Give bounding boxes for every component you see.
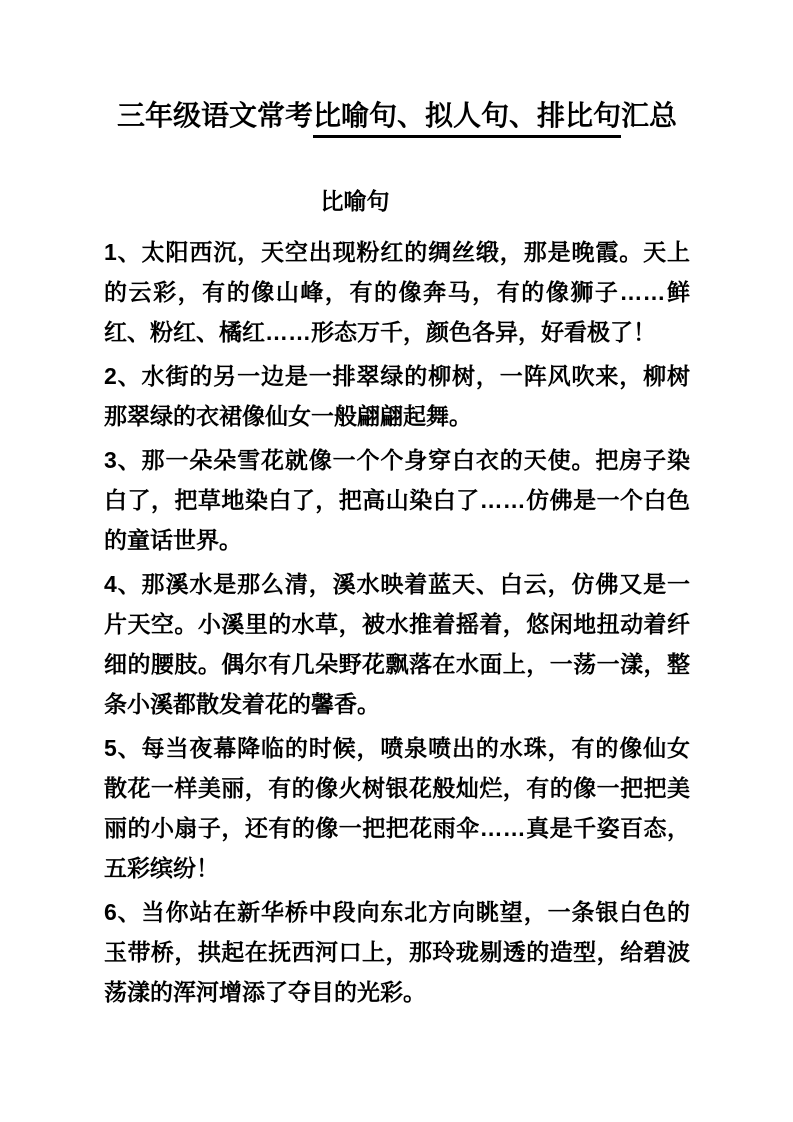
section-heading: 比喻句	[320, 188, 390, 214]
document-title-suffix: 汇总	[621, 100, 678, 131]
paragraph-2: 2、水街的另一边是一排翠绿的柳树，一阵风吹来，柳树那翠绿的衣裙像仙女一般翩翩起舞。	[104, 363, 690, 429]
paragraph-5: 5、每当夜幕降临的时候，喷泉喷出的水珠，有的像仙女散花一样美丽，有的像火树银花般灿烂，有的像一把把美丽的小扇子，还有的像一把把花雨伞……真是千姿百态，五彩缤纷！	[104, 735, 690, 881]
document-title-prefix: 三年级语文常考	[116, 100, 313, 131]
paragraph-6: 6、当你站在新华桥中段向东北方向眺望，一条银白色的玉带桥，拱起在抚西河口上，那玲珑剔透的造型，给碧波荡漾的浑河增添了夺目的光彩。	[104, 899, 690, 1005]
document-title	[104, 96, 690, 136]
document-title-underlined: 比喻句、拟人句、排比句	[313, 100, 621, 138]
paragraph-1: 1、太阳西沉，天空出现粉红的绸丝缎，那是晚霞。天上的云彩，有的像山峰，有的像奔马，有的像狮子……鲜红、粉红、橘红……形态万千，颜色各异，好看极了！	[104, 239, 690, 345]
paragraph-4: 4、那溪水是那么清，溪水映着蓝天、白云，仿佛又是一片天空。小溪里的水草，被水推着摇着，悠闲地扭动着纤细的腰肢。偶尔有几朵野花飘落在水面上，一荡一漾，整条小溪都散发着花的馨香。	[104, 571, 690, 717]
paragraph-3: 3、那一朵朵雪花就像一个个身穿白衣的天使。把房子染白了，把草地染白了，把高山染白了……仿佛是一个白色的童话世界。	[104, 447, 690, 553]
